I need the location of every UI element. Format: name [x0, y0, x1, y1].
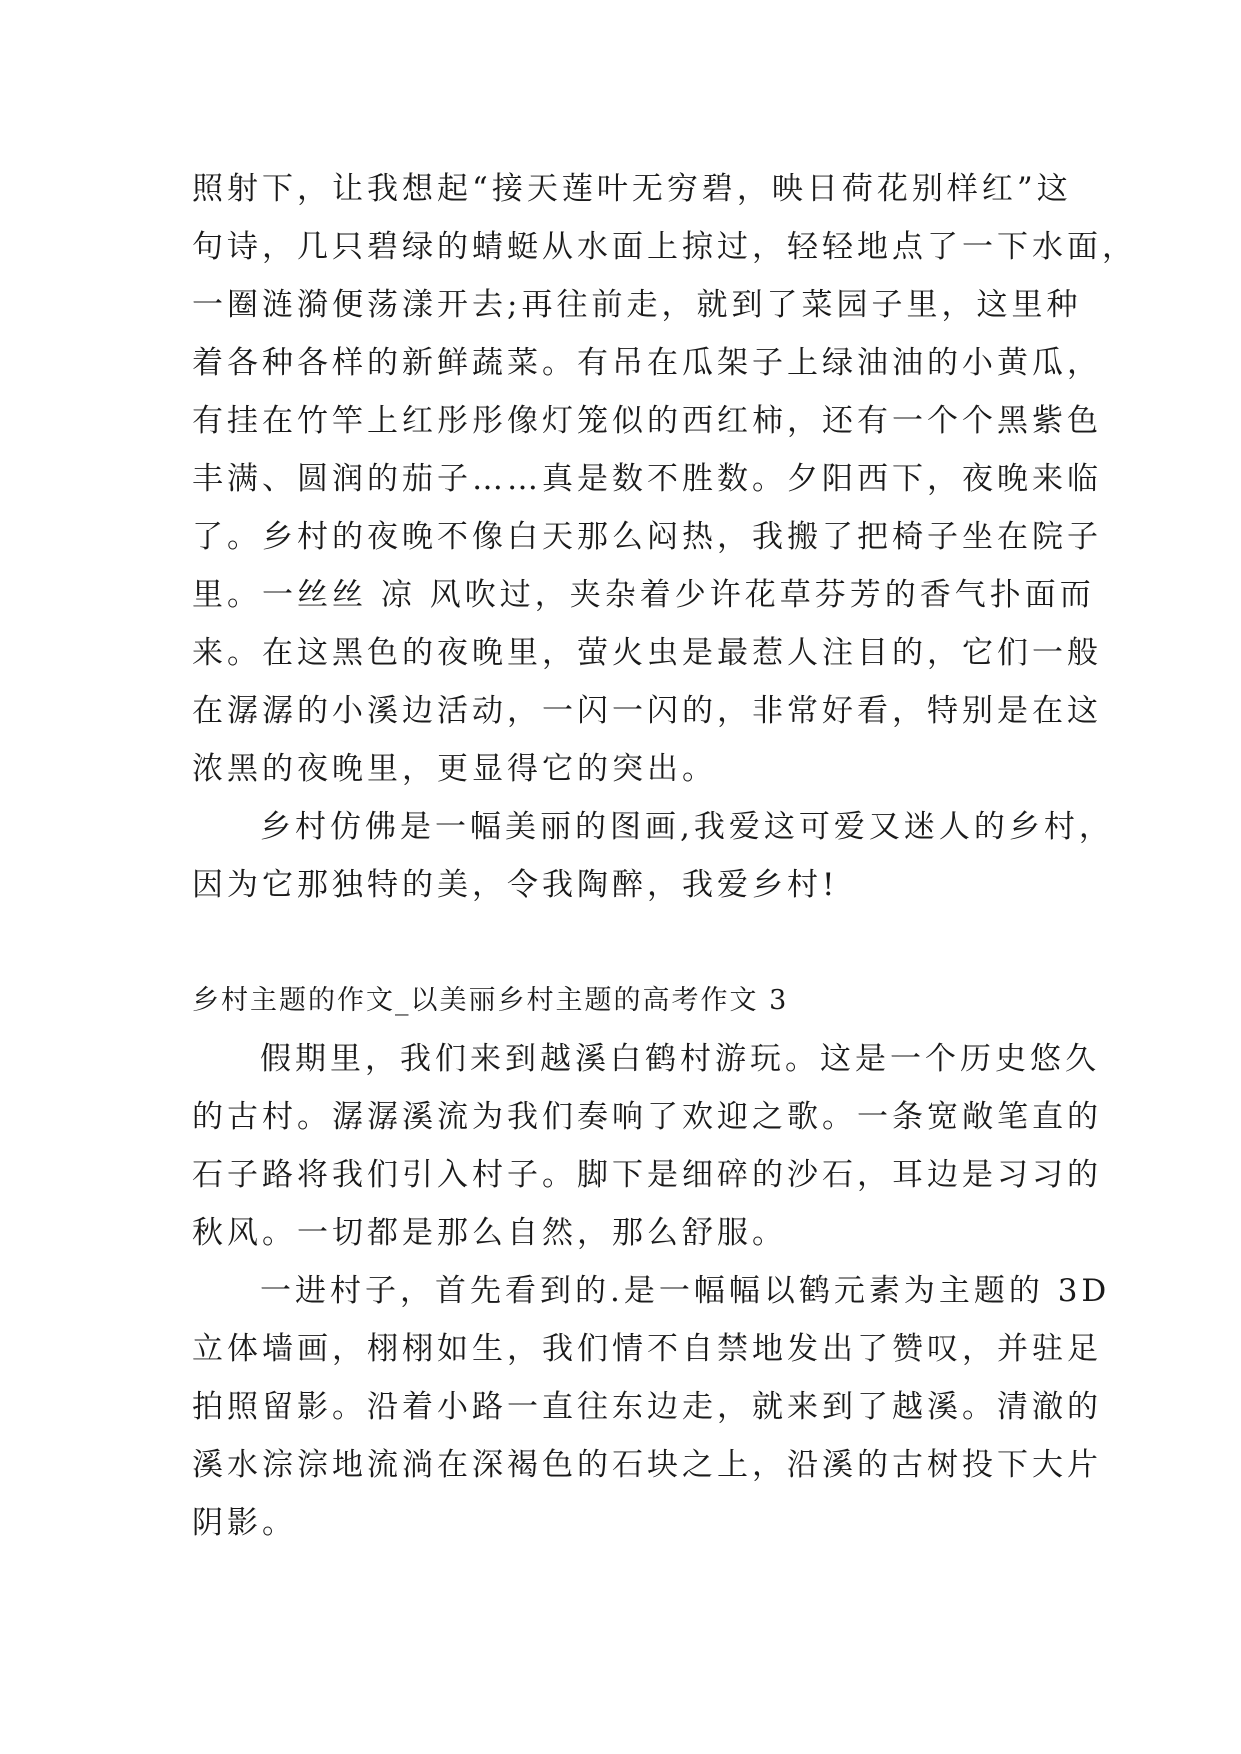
text-line: 石子路将我们引入村子。脚下是细碎的沙石，耳边是习习的	[192, 1157, 1102, 1193]
text-line: 里。一丝丝 凉 风吹过，夹杂着少许花草芬芳的香气扑面而	[192, 577, 1095, 613]
text-line: 在潺潺的小溪边活动，一闪一闪的，非常好看，特别是在这	[192, 693, 1102, 729]
section-heading: 乡村主题的作文_以美丽乡村主题的高考作文 3	[192, 985, 789, 1016]
document-body	[192, 160, 1137, 1552]
text-line: 溪水淙淙地流淌在深褐色的石块之上，沿溪的古树投下大片	[192, 1447, 1102, 1483]
text-line: 拍照留影。沿着小路一直往东边走，就来到了越溪。清澈的	[192, 1389, 1102, 1425]
text-line: 假期里，我们来到越溪白鹤村游玩。这是一个历史悠久	[260, 1041, 1100, 1077]
text-line: 丰满、圆润的茄子……真是数不胜数。夕阳西下，夜晚来临	[192, 461, 1102, 497]
text-line: 有挂在竹竿上红彤彤像灯笼似的西红柿，还有一个个黑紫色	[192, 403, 1102, 439]
text-line: 因为它那独特的美，令我陶醉，我爱乡村!	[192, 867, 839, 903]
paragraph-spacer	[192, 914, 1072, 972]
text-line: 阴影。	[192, 1505, 297, 1541]
text-line: 了。乡村的夜晚不像白天那么闷热，我搬了把椅子坐在院子	[192, 519, 1102, 555]
text-line: 秋风。一切都是那么自然，那么舒服。	[192, 1215, 787, 1251]
text-line: 句诗，几只碧绿的蜻蜓从水面上掠过，轻轻地点了一下水面，	[192, 229, 1137, 265]
closing-paragraph	[192, 798, 1114, 914]
paragraph	[192, 1030, 1102, 1262]
text-line: 来。在这黑色的夜晚里，萤火虫是最惹人注目的，它们一般	[192, 635, 1102, 671]
text-line: 浓黑的夜晚里，更显得它的突出。	[192, 751, 717, 787]
text-line: 着各种各样的新鲜蔬菜。有吊在瓜架子上绿油油的小黄瓜，	[192, 345, 1102, 381]
text-line: 的古村。潺潺溪流为我们奏响了欢迎之歌。一条宽敞笔直的	[192, 1099, 1102, 1135]
continuation-paragraph	[192, 160, 1137, 798]
text-line: 一圈涟漪便荡漾开去;再往前走，就到了菜园子里，这里种	[192, 287, 1082, 323]
text-line: 一进村子，首先看到的.是一幅幅以鹤元素为主题的 3D	[260, 1273, 1111, 1309]
text-line: 乡村仿佛是一幅美丽的图画,我爱这可爱又迷人的乡村，	[260, 809, 1114, 845]
text-line: 照射下，让我想起“接天莲叶无穷碧，映日荷花别样红”这	[192, 171, 1072, 207]
text-line: 立体墙画，栩栩如生，我们情不自禁地发出了赞叹，并驻足	[192, 1331, 1102, 1367]
paragraph	[192, 1262, 1111, 1552]
